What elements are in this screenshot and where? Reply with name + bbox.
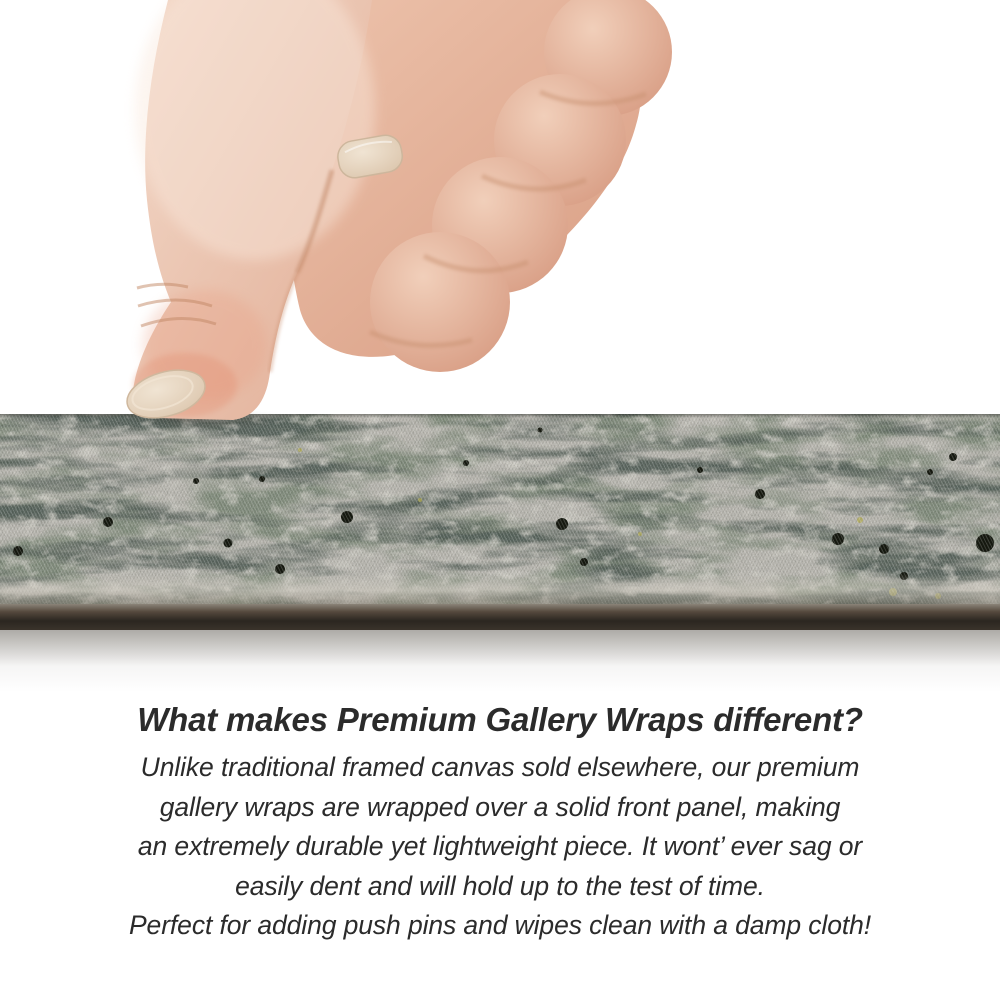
info-line-1: Unlike traditional framed canvas sold elsewhere, our premium [140,752,860,782]
info-heading: What makes Premium Gallery Wraps different? [137,701,863,738]
panel-edge [0,604,1000,630]
info-line-3: an extremely durable yet lightweight piece. It wont’ ever sag or [137,831,863,861]
info-text-block [0,698,1000,946]
hand-photo [0,0,1000,430]
canvas-edge-photo [0,414,1000,604]
info-line-5: Perfect for adding push pins and wipes clean with a damp cloth! [128,910,872,940]
palm-and-thumb [121,0,375,426]
info-line-4: easily dent and will hold up to the test of time. [235,870,765,901]
canvas-bottom-lip [0,574,1000,604]
index-fingertip [370,232,510,372]
panel-shadow-soft [0,630,1000,692]
info-line-2: gallery wraps are wrapped over a solid front panel, making [159,791,841,822]
